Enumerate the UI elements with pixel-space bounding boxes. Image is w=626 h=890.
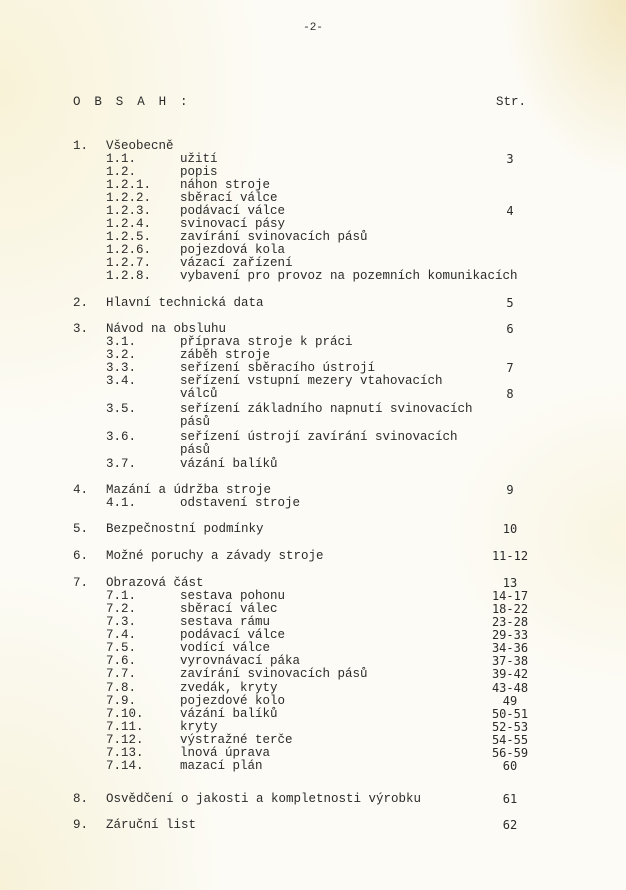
toc-section [0, 322, 626, 336]
toc-heading: O B S A H : [73, 95, 191, 109]
toc-entry-number: 3.4. [106, 374, 137, 388]
toc-subsection [0, 654, 626, 668]
toc-entry-page: 39-42 [491, 667, 529, 681]
toc-entry-number: 7.11. [106, 720, 144, 734]
toc-entry-number: 7.8. [106, 681, 137, 695]
toc-entry-title: sběrací válce [180, 191, 278, 205]
toc-entry-number: 7. [73, 576, 89, 590]
page-column-header: Str. [496, 95, 527, 109]
toc-entry-title: pásů [180, 415, 211, 429]
toc-entry-number: 4.1. [106, 496, 137, 510]
toc-subsection [0, 387, 626, 401]
toc-subsection [0, 694, 626, 708]
toc-entry-number: 3.7. [106, 457, 137, 471]
toc-entry-page: 52-53 [491, 720, 529, 734]
toc-entry-page: 37-38 [491, 654, 529, 668]
toc-entry-number: 1.2.2. [106, 191, 152, 205]
toc-entry-page: 4 [506, 204, 514, 218]
toc-entry-number: 3.6. [106, 430, 137, 444]
toc-subsection [0, 720, 626, 734]
toc-entry-title: sestava rámu [180, 615, 271, 629]
toc-entry-title: Obrazová část [106, 576, 204, 590]
toc-entry-title: Osvědčení o jakosti a kompletnosti výrobku [106, 792, 422, 806]
toc-entry-title: vázací zařízení [180, 256, 293, 270]
toc-entry-number: 7.9. [106, 694, 137, 708]
toc-subsection [0, 733, 626, 747]
toc-entry-title: záběh stroje [180, 348, 271, 362]
toc-entry-title: Všeobecně [106, 139, 174, 153]
toc-entry-title: seřízení základního napnutí svinovacích [180, 402, 473, 416]
toc-entry-number: 7.3. [106, 615, 137, 629]
toc-entry-page: 23-28 [491, 615, 529, 629]
toc-entry-number: 7.4. [106, 628, 137, 642]
toc-entry-number: 9. [73, 818, 89, 832]
toc-subsection [0, 178, 626, 192]
toc-section [0, 792, 626, 806]
toc-entry-number: 3.1. [106, 335, 137, 349]
toc-entry-title: vázání balíků [180, 707, 278, 721]
toc-entry-number: 1.2.7. [106, 256, 152, 270]
toc-entry-number: 7.1. [106, 589, 137, 603]
toc-subsection [0, 496, 626, 510]
toc-entry-page: 54-55 [491, 733, 529, 747]
toc-entry-number: 8. [73, 792, 89, 806]
toc-section [0, 576, 626, 590]
toc-entry-title: pojezdová kola [180, 243, 286, 257]
toc-entry-number: 3.3. [106, 361, 137, 375]
toc-entry-title: vodící válce [180, 641, 271, 655]
toc-entry-number: 7.12. [106, 733, 144, 747]
toc-section [0, 522, 626, 536]
toc-subsection [0, 230, 626, 244]
toc-subsection [0, 746, 626, 760]
toc-entry-title: vázání balíků [180, 457, 278, 471]
toc-entry-page: 8 [506, 387, 514, 401]
toc-entry-page: 7 [506, 361, 514, 375]
toc-entry-number: 2. [73, 296, 89, 310]
toc-subsection [0, 443, 626, 457]
toc-entry-title: Bezpečnostní podmínky [106, 522, 264, 536]
toc-entry-number: 1.2.1. [106, 178, 152, 192]
toc-subsection [0, 602, 626, 616]
toc-entry-page: 13 [502, 576, 518, 590]
toc-entry-title: zvedák, kryty [180, 681, 278, 695]
toc-entry-number: 1.2.4. [106, 217, 152, 231]
toc-entry-title: Hlavní technická data [106, 296, 264, 310]
toc-entry-number: 7.14. [106, 759, 144, 773]
toc-entry-page: 5 [506, 296, 514, 310]
toc-entry-number: 3.5. [106, 402, 137, 416]
toc-subsection [0, 415, 626, 429]
toc-entry-page: 6 [506, 322, 514, 336]
toc-entry-page: 62 [502, 818, 518, 832]
toc-subsection [0, 243, 626, 257]
toc-entry-page: 50-51 [491, 707, 529, 721]
toc-subsection [0, 402, 626, 416]
toc-entry-number: 7.7. [106, 667, 137, 681]
toc-entry-title: sestava pohonu [180, 589, 286, 603]
toc-subsection [0, 335, 626, 349]
toc-entry-title: Možné poruchy a závady stroje [106, 549, 324, 563]
toc-entry-page: 34-36 [491, 641, 529, 655]
toc-section [0, 139, 626, 153]
toc-entry-number: 1. [73, 139, 89, 153]
toc-entry-title: seřízení sběracího ústrojí [180, 361, 376, 375]
toc-entry-number: 7.6. [106, 654, 137, 668]
toc-entry-page: 56-59 [491, 746, 529, 760]
toc-subsection [0, 269, 626, 283]
toc-entry-page: 60 [502, 759, 518, 773]
page-number: -2- [303, 22, 323, 34]
toc-subsection [0, 615, 626, 629]
toc-entry-title: příprava stroje k práci [180, 335, 353, 349]
toc-entry-title: vyrovnávací páka [180, 654, 301, 668]
toc-entry-title: zavírání svinovacích pásů [180, 667, 368, 681]
toc-entry-page: 61 [502, 792, 518, 806]
toc-entry-number: 7.10. [106, 707, 144, 721]
toc-subsection [0, 628, 626, 642]
toc-entry-title: podávací válce [180, 204, 286, 218]
toc-entry-number: 1.2.8. [106, 269, 152, 283]
toc-entry-number: 1.2. [106, 165, 137, 179]
toc-section [0, 296, 626, 310]
toc-entry-number: 3.2. [106, 348, 137, 362]
toc-entry-number: 7.2. [106, 602, 137, 616]
toc-section [0, 483, 626, 497]
toc-entry-title: seřízení ústrojí zavírání svinovacích [180, 430, 458, 444]
toc-entry-title: popis [180, 165, 218, 179]
toc-entry-title: náhon stroje [180, 178, 271, 192]
toc-entry-title: zavírání svinovacích pásů [180, 230, 368, 244]
toc-subsection [0, 348, 626, 362]
toc-section [0, 549, 626, 563]
toc-entry-title: sběrací válec [180, 602, 278, 616]
toc-entry-page: 18-22 [491, 602, 529, 616]
toc-subsection [0, 361, 626, 375]
toc-subsection [0, 667, 626, 681]
toc-entry-title: výstražné terče [180, 733, 293, 747]
toc-subsection [0, 152, 626, 166]
toc-entry-title: seřízení vstupní mezery vtahovacích [180, 374, 443, 388]
toc-entry-page: 49 [502, 694, 518, 708]
toc-entry-number: 3. [73, 322, 89, 336]
toc-entry-number: 5. [73, 522, 89, 536]
toc-subsection [0, 589, 626, 603]
toc-subsection [0, 681, 626, 695]
toc-subsection [0, 256, 626, 270]
toc-entry-number: 7.5. [106, 641, 137, 655]
toc-subsection [0, 457, 626, 471]
toc-entry-page: 43-48 [491, 681, 529, 695]
toc-subsection [0, 217, 626, 231]
toc-entry-title: kryty [180, 720, 218, 734]
toc-subsection [0, 204, 626, 218]
toc-entry-title: užití [180, 152, 218, 166]
toc-entry-page: 9 [506, 483, 514, 497]
toc-entry-title: Záruční list [106, 818, 197, 832]
toc-subsection [0, 430, 626, 444]
toc-entry-title: lnová úprava [180, 746, 271, 760]
toc-entry-title: odstavení stroje [180, 496, 301, 510]
toc-entry-title: pojezdové kolo [180, 694, 286, 708]
toc-entry-title: mazací plán [180, 759, 263, 773]
toc-entry-number: 4. [73, 483, 89, 497]
toc-entry-title: Návod na obsluhu [106, 322, 227, 336]
toc-entry-page: 10 [502, 522, 518, 536]
toc-subsection [0, 165, 626, 179]
toc-entry-title: Mazání a údržba stroje [106, 483, 272, 497]
toc-section [0, 818, 626, 832]
toc-entry-page: 14-17 [491, 589, 529, 603]
toc-subsection [0, 641, 626, 655]
toc-entry-page: 29-33 [491, 628, 529, 642]
toc-subsection [0, 759, 626, 773]
toc-subsection [0, 707, 626, 721]
toc-entry-page: 11-12 [491, 549, 529, 563]
toc-subsection [0, 374, 626, 388]
toc-entry-number: 1.2.6. [106, 243, 152, 257]
toc-entry-title: svinovací pásy [180, 217, 286, 231]
toc-subsection [0, 191, 626, 205]
toc-entry-number: 1.2.3. [106, 204, 152, 218]
toc-entry-title: podávací válce [180, 628, 286, 642]
toc-entry-title: pásů [180, 443, 211, 457]
toc-entry-title: válců [180, 387, 218, 401]
toc-entry-number: 7.13. [106, 746, 144, 760]
toc-entry-number: 1.2.5. [106, 230, 152, 244]
toc-entry-number: 1.1. [106, 152, 137, 166]
toc-entry-title: vybavení pro provoz na pozemních komunikacích [180, 269, 518, 283]
toc-entry-number: 6. [73, 549, 89, 563]
toc-entry-page: 3 [506, 152, 514, 166]
